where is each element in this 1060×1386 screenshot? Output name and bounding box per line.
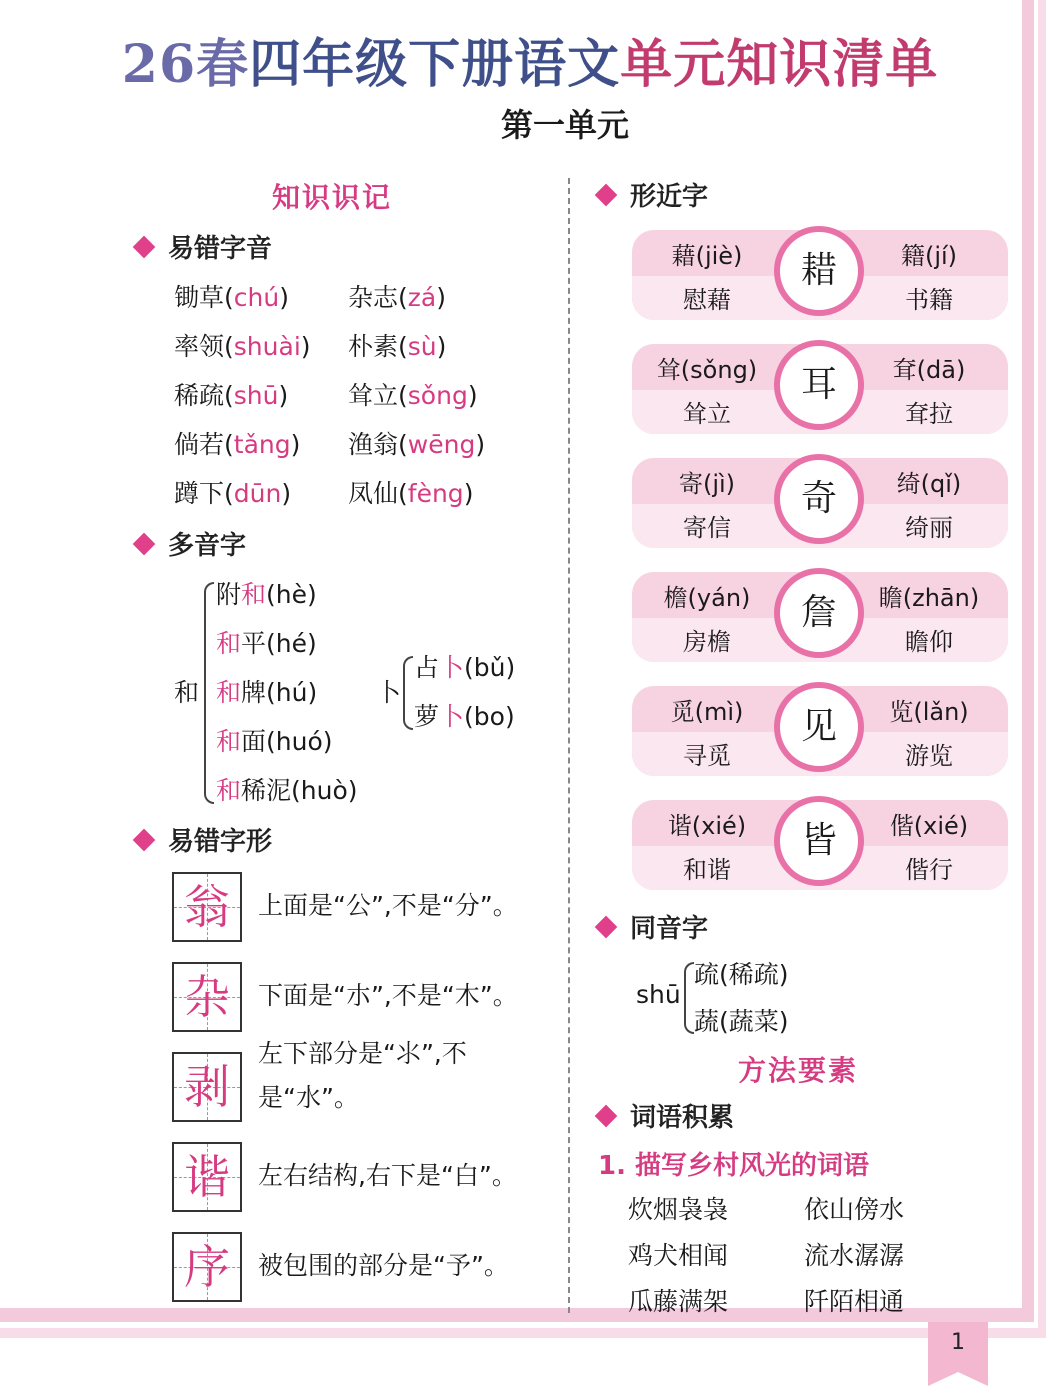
pinyin: (bǔ) bbox=[464, 653, 516, 682]
wrong-sound-item: 朴素(sù) bbox=[348, 332, 447, 361]
vocab-item: 瓜藤满架 bbox=[628, 1287, 729, 1316]
marked-char: 和 bbox=[241, 580, 267, 609]
wrong-sound-item: 稀疏(shū) bbox=[174, 381, 289, 410]
poly-he-item bbox=[216, 624, 317, 660]
brace-bu bbox=[403, 656, 413, 730]
diamond-icon bbox=[595, 915, 618, 938]
right-bottom-word: 绮丽 bbox=[905, 514, 953, 542]
diamond-icon bbox=[133, 532, 156, 555]
left-bottom-word: 寄信 bbox=[683, 514, 731, 542]
pinyin: shū bbox=[233, 381, 279, 410]
word: 渔翁 bbox=[348, 430, 399, 459]
poly-char-he: 和 bbox=[174, 678, 200, 707]
diamond-icon bbox=[595, 183, 618, 206]
poly-bu-item bbox=[414, 697, 515, 733]
left-top-word: 谐(xié) bbox=[667, 812, 747, 840]
right-top-word: 偕(xié) bbox=[889, 812, 969, 840]
similar-row bbox=[632, 800, 1008, 890]
pinyin: fèng bbox=[407, 479, 464, 508]
heading-wrong-sounds: 易错字音 bbox=[136, 228, 272, 265]
vocab-list-title: 1. 描写乡村风光的词语 bbox=[598, 1151, 870, 1181]
wrong-sound-item: 杂志(zá) bbox=[348, 283, 446, 312]
similar-row bbox=[632, 686, 1008, 776]
suffix: 牌 bbox=[241, 678, 267, 707]
wrong-sound-item: 耸立(sǒng) bbox=[348, 381, 478, 410]
right-top-word: 瞻(zhān) bbox=[878, 584, 980, 612]
wrong-sound-item: 率领(shuài) bbox=[174, 332, 311, 361]
section-knowledge: 知识识记 bbox=[272, 181, 393, 214]
right-bottom-word: 耷拉 bbox=[905, 400, 953, 428]
pinyin: (hè) bbox=[266, 580, 317, 609]
pinyin: dūn bbox=[233, 479, 282, 508]
right-bottom-word: 瞻仰 bbox=[905, 628, 953, 656]
right-bottom-word: 游览 bbox=[905, 742, 953, 770]
center-char: 耳 bbox=[774, 340, 864, 430]
poly-he-item bbox=[216, 575, 317, 611]
glyph: 剥 bbox=[184, 1060, 230, 1114]
left-top-word: 藉(jiè) bbox=[671, 242, 743, 270]
wrong-sound-item: 锄草(chú) bbox=[174, 283, 289, 312]
pinyin: (bo) bbox=[464, 702, 515, 731]
glyph: 翁 bbox=[184, 880, 230, 934]
center-char: 皆 bbox=[774, 796, 864, 886]
diamond-icon bbox=[133, 828, 156, 851]
prefix: 占 bbox=[414, 653, 440, 682]
similar-row bbox=[632, 458, 1008, 548]
homophone-pinyin: shū bbox=[636, 980, 681, 1009]
word: 蹲下 bbox=[174, 479, 225, 508]
left-top-word: 觅(mì) bbox=[670, 698, 744, 726]
vocab-item: 依山傍水 bbox=[804, 1195, 905, 1224]
wrong-sound-item: 倘若(tǎng) bbox=[174, 430, 301, 459]
pinyin: zá bbox=[407, 283, 437, 312]
page-number: 1 bbox=[951, 1330, 965, 1355]
suffix: 平 bbox=[241, 629, 267, 658]
prefix: 附 bbox=[216, 580, 242, 609]
glyph: 谐 bbox=[184, 1150, 230, 1204]
homophone-item: 疏(稀疏) bbox=[694, 960, 789, 989]
glyph: 杂 bbox=[184, 970, 230, 1024]
vocab-item: 流水潺潺 bbox=[804, 1241, 905, 1270]
pinyin: wēng bbox=[407, 430, 476, 459]
word: 倘若 bbox=[174, 430, 225, 459]
marked-char: 和 bbox=[216, 678, 242, 707]
poly-he-item bbox=[216, 673, 317, 709]
brace-homophone bbox=[684, 962, 694, 1034]
marked-char: 卜 bbox=[439, 702, 465, 731]
marked-char: 和 bbox=[216, 776, 242, 805]
glyph-box bbox=[172, 872, 242, 942]
similar-row bbox=[632, 344, 1008, 434]
center-char: 见 bbox=[774, 682, 864, 772]
left-bottom-word: 慰藉 bbox=[683, 286, 731, 314]
word: 耸立 bbox=[348, 381, 399, 410]
word: 朴素 bbox=[348, 332, 399, 361]
wrong-sound-item: 凤仙(fèng) bbox=[348, 479, 474, 508]
right-bottom-word: 书籍 bbox=[905, 286, 953, 314]
word: 稀疏 bbox=[174, 381, 225, 410]
marked-char: 和 bbox=[216, 727, 242, 756]
vocab-item: 阡陌相通 bbox=[804, 1287, 905, 1316]
glyph-box bbox=[172, 1052, 242, 1122]
glyph-box bbox=[172, 962, 242, 1032]
pinyin: chú bbox=[233, 283, 280, 312]
shape-note: 下面是“朩”,不是“木”。 bbox=[258, 981, 518, 1010]
similar-row bbox=[632, 572, 1008, 662]
left-top-word: 檐(yán) bbox=[663, 584, 751, 612]
left-top-word: 耸(sǒng) bbox=[656, 356, 758, 384]
shape-note: 左下部分是“⺢”,不是“水”。 bbox=[258, 1039, 467, 1112]
left-bottom-word: 耸立 bbox=[683, 400, 731, 428]
column-divider bbox=[568, 178, 570, 1313]
homophone-item: 蔬(蔬菜) bbox=[694, 1007, 789, 1036]
word: 杂志 bbox=[348, 283, 399, 312]
center-char: 耤 bbox=[774, 226, 864, 316]
right-top-word: 籍(jí) bbox=[900, 242, 958, 270]
prefix: 萝 bbox=[414, 702, 440, 731]
heading-similar: 形近字 bbox=[598, 176, 708, 213]
heading-wrong-shapes: 易错字形 bbox=[136, 821, 272, 858]
shape-note: 上面是“公”,不是“分”。 bbox=[258, 891, 518, 920]
wrong-sound-item: 渔翁(wēng) bbox=[348, 430, 486, 459]
right-bottom-word: 偕行 bbox=[905, 856, 953, 884]
page-title: 26春四年级下册语文单元知识清单 bbox=[121, 34, 939, 95]
center-char: 詹 bbox=[774, 568, 864, 658]
pinyin: tǎng bbox=[233, 430, 291, 459]
poly-bu-item bbox=[414, 648, 515, 684]
left-top-word: 寄(jì) bbox=[678, 470, 736, 498]
poly-char-bu: 卜 bbox=[376, 678, 402, 707]
shape-note: 被包围的部分是“予”。 bbox=[258, 1251, 509, 1280]
glyph-box bbox=[172, 1232, 242, 1302]
diamond-icon bbox=[133, 235, 156, 258]
brace-he bbox=[204, 582, 214, 804]
vocab-item: 鸡犬相闻 bbox=[628, 1241, 729, 1270]
heading-vocab: 词语积累 bbox=[598, 1097, 734, 1134]
shape-note: 左右结构,右下是“白”。 bbox=[258, 1161, 517, 1190]
diamond-icon bbox=[595, 1104, 618, 1127]
pinyin: sù bbox=[407, 332, 437, 361]
right-top-word: 绮(qǐ) bbox=[896, 470, 962, 498]
vocab-item: 炊烟袅袅 bbox=[628, 1195, 729, 1224]
pinyin: (huó) bbox=[266, 727, 333, 756]
left-bottom-word: 寻觅 bbox=[683, 742, 731, 770]
glyph-box bbox=[172, 1142, 242, 1212]
similar-row bbox=[632, 230, 1008, 320]
pinyin: sǒng bbox=[407, 381, 468, 410]
pinyin: (huò) bbox=[291, 776, 358, 805]
word: 率领 bbox=[174, 332, 225, 361]
glyph: 序 bbox=[184, 1240, 230, 1294]
heading-homophones: 同音字 bbox=[598, 908, 708, 945]
poly-he-item bbox=[216, 722, 333, 758]
pinyin: (hú) bbox=[266, 678, 318, 707]
unit-title: 第一单元 bbox=[500, 106, 629, 144]
wrong-sound-item: 蹲下(dūn) bbox=[174, 479, 292, 508]
poly-he-item bbox=[216, 771, 358, 807]
heading-polyphones: 多音字 bbox=[136, 525, 246, 562]
left-bottom-word: 房檐 bbox=[683, 628, 731, 656]
right-top-word: 览(lǎn) bbox=[889, 698, 969, 726]
marked-char: 和 bbox=[216, 629, 242, 658]
suffix: 面 bbox=[241, 727, 267, 756]
left-bottom-word: 和谐 bbox=[683, 856, 731, 884]
word: 锄草 bbox=[174, 283, 225, 312]
center-char: 奇 bbox=[774, 454, 864, 544]
pinyin: shuài bbox=[233, 332, 301, 361]
pinyin: (hé) bbox=[266, 629, 317, 658]
word: 凤仙 bbox=[348, 479, 399, 508]
right-top-word: 耷(dā) bbox=[892, 356, 966, 384]
suffix: 稀泥 bbox=[241, 776, 292, 805]
section-method: 方法要素 bbox=[738, 1054, 859, 1087]
marked-char: 卜 bbox=[439, 653, 465, 682]
